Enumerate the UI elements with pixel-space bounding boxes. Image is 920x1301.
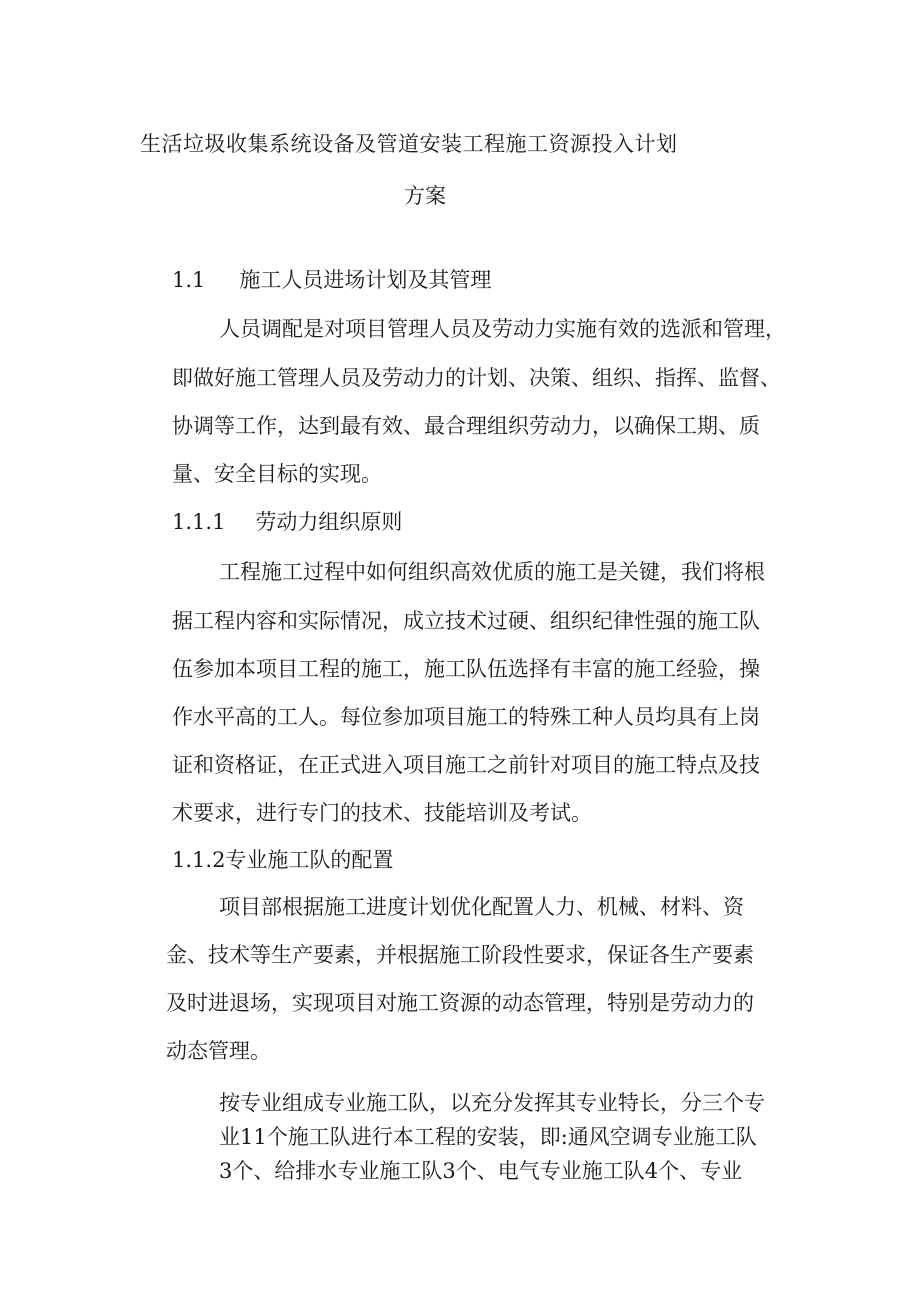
paragraph-line: 及时进退场，实现项目对施工资源的动态管理，特别是劳动力的	[166, 991, 754, 1015]
paragraph-line: 3个、给排水专业施工队3个、电气专业施工队4个、专业	[219, 1159, 743, 1183]
paragraph-line: 人员调配是对项目管理人员及劳动力实施有效的选派和管理，	[219, 317, 786, 341]
paragraph-line: 证和资格证，在正式进入项目施工之前针对项目的施工特点及技	[172, 753, 760, 777]
section-heading-1-1-1	[172, 506, 402, 536]
paragraph-line: 即做好施工管理人员及劳动力的计划、决策、组织、指挥、监督、	[172, 366, 781, 390]
document-title-continued: 方案	[404, 184, 446, 208]
paragraph-line: 术要求，进行专门的技术、技能培训及考试。	[172, 801, 592, 825]
paragraph-line: 金、技术等生产要素，并根据施工阶段性要求，保证各生产要素	[166, 943, 754, 967]
section-number: 1.1.1	[172, 510, 226, 534]
paragraph-line: 工程施工过程中如何组织高效优质的施工是关键，我们将根	[219, 560, 765, 584]
section-title: 施工人员进场计划及其管理	[239, 268, 492, 292]
section-heading-1-1-2: 1.1.2专业施工队的配置	[172, 848, 394, 872]
paragraph-line: 业11个施工队进行本工程的安装，即:通风空调专业施工队	[219, 1125, 757, 1149]
paragraph-line: 按专业组成专业施工队，以充分发挥其专业特长，分三个专	[219, 1091, 765, 1115]
paragraph-line: 量、安全目标的实现。	[172, 462, 382, 486]
section-title: 劳动力组织原则	[255, 510, 403, 534]
section-number: 1.1	[172, 268, 206, 292]
paragraph-line: 伍参加本项目工程的施工，施工队伍选择有丰富的施工经验，操	[172, 657, 760, 681]
paragraph-line: 据工程内容和实际情况，成立技术过硬、组织纪律性强的施工队	[172, 609, 760, 633]
paragraph-line: 作水平高的工人。每位参加项目施工的特殊工种人员均具有上岗	[172, 705, 760, 729]
section-heading-1-1	[172, 264, 491, 294]
paragraph-line: 动态管理。	[166, 1039, 271, 1063]
paragraph-line: 项目部根据施工进度计划优化配置人力、机械、材料、资	[219, 895, 744, 919]
document-title: 生活垃圾收集系统设备及管道安装工程施工资源投入计划	[140, 132, 678, 156]
paragraph-line: 协调等工作，达到最有效、最合理组织劳动力，以确保工期、质	[172, 414, 760, 438]
